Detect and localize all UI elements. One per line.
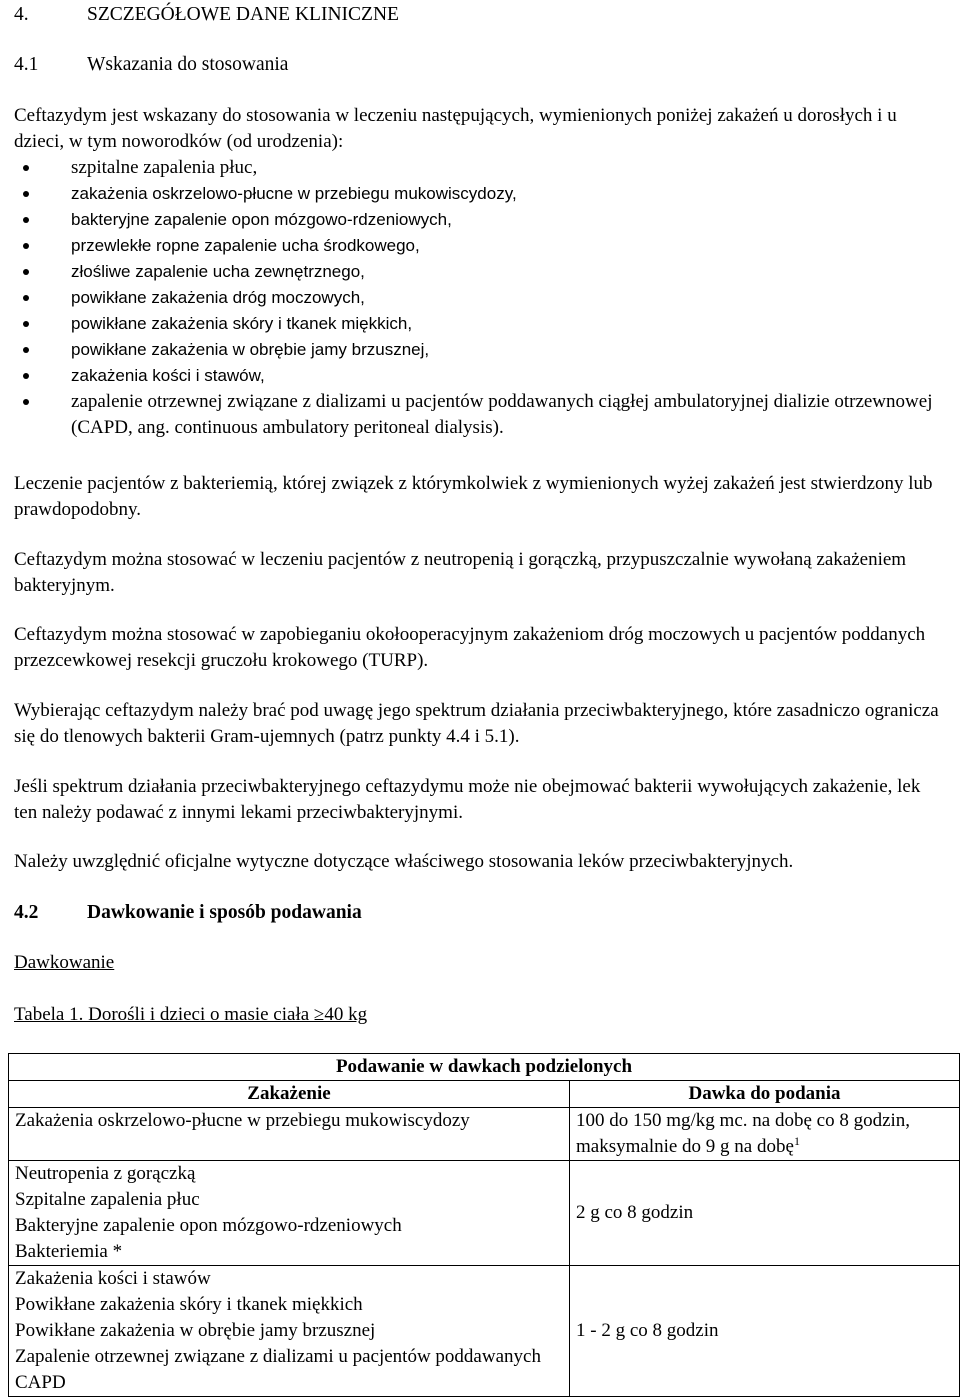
bullet-icon [23, 321, 29, 327]
bullet-icon [23, 217, 29, 223]
table-cell-infection: Zakażenia oskrzelowo-płucne w przebiegu mukowiscydozy [9, 1108, 570, 1161]
section-4-title: SZCZEGÓŁOWE DANE KLINICZNE [87, 4, 399, 25]
table-caption: Tabela 1. Dorośli i dzieci o masie ciała ≥40 kg [14, 1004, 368, 1025]
section-4-1-title: Wskazania do stosowania [87, 54, 289, 75]
table-row [9, 1266, 960, 1397]
section-4-2-title: Dawkowanie i sposób podawania [87, 902, 362, 923]
paragraph-bacteremia: Leczenie pacjentów z bakteriemią, której związek z którymkolwiek z wymienionych wyżej zakażeń jest stwierdzony lub prawdopodobny. [14, 473, 933, 520]
table-cell-dose: 1 - 2 g co 8 godzin [570, 1266, 960, 1397]
list-item: zapalenie otrzewnej związane z dializami u pacjentów poddawanych ciągłej ambulatoryjnej dializie otrzewnowej (CAPD, ang. continuous ambulatory peritoneal dialysis). [14, 389, 944, 441]
table-title: Podawanie w dawkach podzielonych [9, 1054, 960, 1081]
bullet-icon [23, 165, 29, 171]
table-cell-infection: Neutropenia z gorączką Szpitalne zapalenia płuc Bakteryjne zapalenie opon mózgowo-rdzeniowych Bakteriemia * [9, 1161, 570, 1266]
list-item: złośliwe zapalenie ucha zewnętrznego, [14, 259, 944, 285]
list-item: zakażenia oskrzelowo-płucne w przebiegu mukowiscydozy, [14, 181, 944, 207]
dosage-subheading: Dawkowanie [14, 952, 115, 973]
table-cell-dose: 2 g co 8 godzin [570, 1161, 960, 1266]
section-4-number: 4. [14, 4, 29, 25]
table-cell-infection: Zakażenia kości i stawów Powikłane zakażenia skóry i tkanek miękkich Powikłane zakażenia w obrębie jamy brzusznej Zapalenie otrzewnej związane z dializami u pacjentów poddawanych CAPD [9, 1266, 570, 1397]
bullet-icon [23, 243, 29, 249]
section-4-1-heading [14, 52, 288, 78]
intro-paragraph: Ceftazydym jest wskazany do stosowania w leczeniu następujących, wymienionych poniżej zakażeń u dorosłych i u dzieci, w tym noworodków (od urodzenia): [14, 105, 897, 152]
list-item: powikłane zakażenia dróg moczowych, [14, 285, 944, 311]
paragraph-guidelines: Należy uwzględnić oficjalne wytyczne dotyczące właściwego stosowania leków przeciwbakteryjnych. [14, 851, 794, 872]
list-item: przewlekłe ropne zapalenie ucha środkowego, [14, 233, 944, 259]
bullet-icon [23, 373, 29, 379]
column-header-dose: Dawka do podania [570, 1081, 960, 1108]
table-row [9, 1161, 960, 1266]
table-row [9, 1108, 960, 1161]
dosage-table [8, 1053, 960, 1397]
list-item: powikłane zakażenia w obrębie jamy brzusznej, [14, 337, 944, 363]
list-item: bakteryjne zapalenie opon mózgowo-rdzeniowych, [14, 207, 944, 233]
bullet-icon [23, 295, 29, 301]
column-header-infection: Zakażenie [9, 1081, 570, 1108]
bullet-icon [23, 191, 29, 197]
paragraph-combination: Jeśli spektrum działania przeciwbakteryjnego ceftazydymu może nie obejmować bakterii wywołujących zakażenie, lek ten należy podawać z innymi lekami przeciwbakteryjnymi. [14, 776, 921, 823]
indications-list [14, 155, 944, 441]
paragraph-neutropenia: Ceftazydym można stosować w leczeniu pacjentów z neutropenią i gorączką, przypuszczalnie wywołaną zakażeniem bakteryjnym. [14, 549, 907, 596]
paragraph-turp: Ceftazydym można stosować w zapobieganiu okołooperacyjnym zakażeniom dróg moczowych u pacjentów poddanych przezcewkowej resekcji gruczołu krokowego (TURP). [14, 624, 926, 671]
list-item: zakażenia kości i stawów, [14, 363, 944, 389]
table-cell-dose: 100 do 150 mg/kg mc. na dobę co 8 godzin, maksymalnie do 9 g na dobę$^1$ [570, 1108, 960, 1161]
list-item: powikłane zakażenia skóry i tkanek miękkich, [14, 311, 944, 337]
bullet-icon [23, 347, 29, 353]
bullet-icon [23, 399, 29, 405]
section-4-heading [14, 2, 399, 28]
section-4-2-number: 4.2 [14, 902, 39, 923]
section-4-2-heading [14, 900, 362, 926]
bullet-icon [23, 269, 29, 275]
footnote-marker: 1 [793, 1134, 800, 1148]
list-item: szpitalne zapalenia płuc, [14, 155, 944, 181]
section-4-1-number: 4.1 [14, 54, 39, 75]
paragraph-spectrum: Wybierając ceftazydym należy brać pod uwagę jego spektrum działania przeciwbakteryjnego, które zasadniczo ogranicza się do tlenowych bakterii Gram-ujemnych (patrz punkty 4.4 i 5.1). [14, 700, 939, 747]
